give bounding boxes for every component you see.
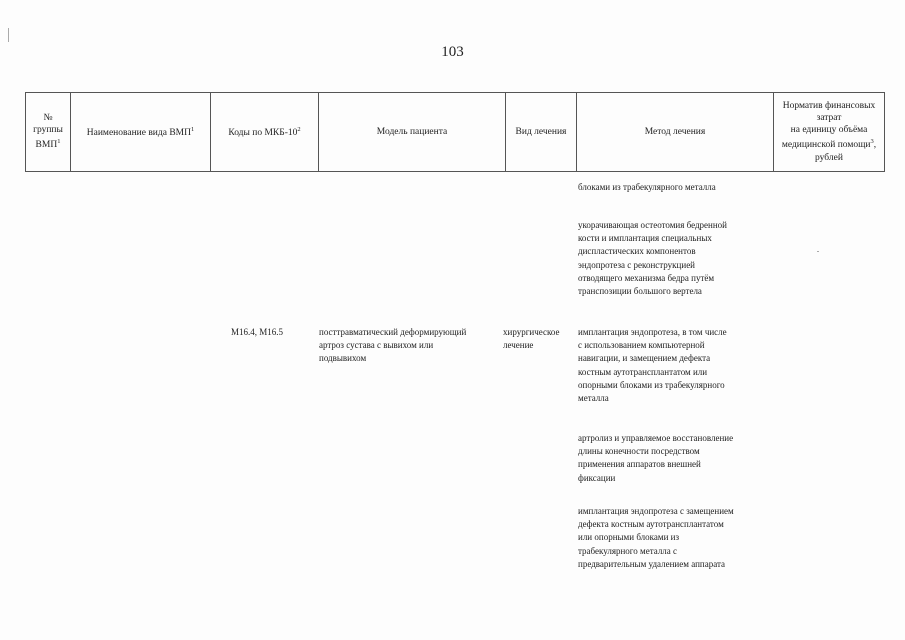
header-group-number: № группы ВМП$^1$ — [26, 93, 71, 172]
table-header — [25, 92, 885, 172]
patient-model-cell: посттравматический деформирующий артроз сустава с вывихом или подвывихом — [319, 327, 467, 364]
header-treatment-type: Вид лечения — [506, 93, 577, 172]
header-treatment-method: Метод лечения — [577, 93, 774, 172]
header-vmp-name: Наименование вида ВМП$^1$ — [71, 93, 211, 172]
header-icd-codes: Коды по МКБ-$10^2$ — [211, 93, 319, 172]
header-cost-standard: Норматив финансовых затрат на единицу объёма медицинской помощи$^3$, рублей — [774, 93, 885, 172]
header-patient-model: Модель пациента — [319, 93, 506, 172]
treatment-method-item: блоками из трабекулярного металла — [578, 182, 716, 192]
treatment-method-item: имплантация эндопротеза с замещением дефекта костным аутотрансплантатом или опорными блоками из трабекулярного металла с предварительным удалением аппарата — [578, 506, 734, 569]
treatment-method-item: артролиз и управляемое восстановление длины конечности посредством применения аппаратов внешней фиксации — [578, 433, 734, 483]
scan-artifact — [817, 251, 819, 252]
treatment-type-cell: хирургическое лечение — [503, 327, 560, 351]
scan-artifact — [8, 28, 9, 42]
treatment-method-item: укорачивающая остеотомия бедренной кости и имплантация специальных диспластических компонентов эндопротеза с реконструкцией отводящего механизма бедра путём транспозиции большого вертела — [578, 220, 727, 297]
icd-codes-cell: M16.4, M16.5 — [231, 327, 284, 337]
page-number: 103 — [441, 44, 464, 60]
treatment-method-item: имплантация эндопротеза, в том числе с использованием компьютерной навигации, и замещением дефекта костным аутотрансплантатом или опорными блоками из трабекулярного металла — [578, 327, 727, 404]
